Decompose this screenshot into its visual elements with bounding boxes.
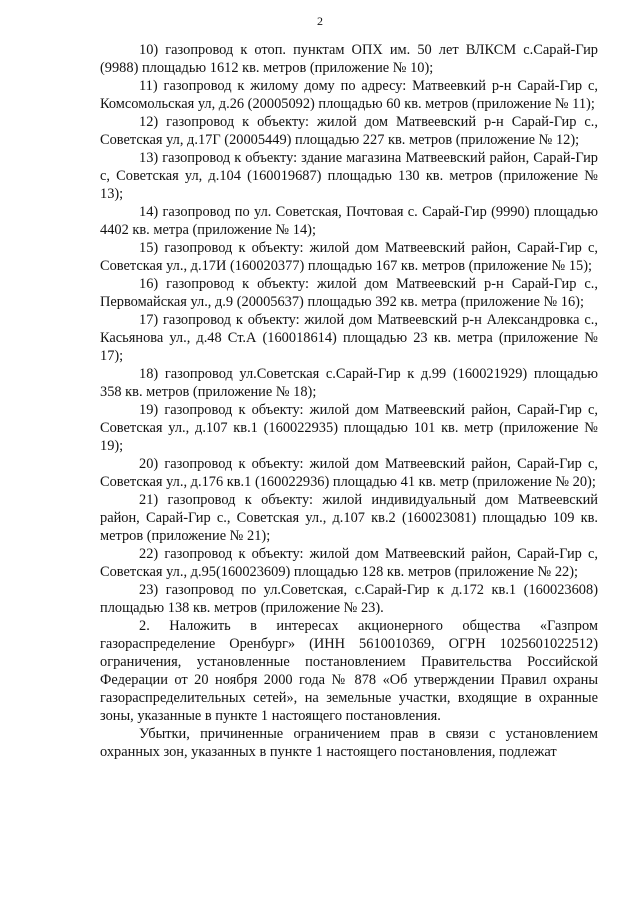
list-item-23: 23) газопровод по ул.Советская, с.Сарай-Гир к д.172 кв.1 (160023608) площадью 138 кв. метров (приложение № 23). bbox=[100, 582, 598, 616]
document-body bbox=[100, 41, 598, 761]
list-item-11: 11) газопровод к жилому дому по адресу: Матвеевкий р-н Сарай-Гир с, Комсомольская ул, д.26 (20005092) площадью 60 кв. метров (приложение № 11); bbox=[100, 78, 598, 112]
losses-paragraph: Убытки, причиненные ограничением прав в связи с установлением охранных зон, указанных в пункте 1 настоящего постановления, подлежат bbox=[100, 726, 598, 760]
list-item-14: 14) газопровод по ул. Советская, Почтовая с. Сарай-Гир (9990) площадью 4402 кв. метра (приложение № 14); bbox=[100, 204, 598, 238]
list-item-22: 22) газопровод к объекту: жилой дом Матвеевский район, Сарай-Гир с, Советская ул., д.95(160023609) площадью 128 кв. метров (приложение № 22); bbox=[100, 546, 598, 580]
list-item-21: 21) газопровод к объекту: жилой индивидуальный дом Матвеевский район, Сарай-Гир с., Советская ул., д.107 кв.2 (160023081) площадью 109 кв. метров (приложение № 21); bbox=[100, 492, 598, 544]
list-item-13: 13) газопровод к объекту: здание магазина Матвеевский район, Сарай-Гир с, Советская ул, д.104 (160019687) площадью 130 кв. метров (приложение № 13); bbox=[100, 150, 598, 202]
clause-2-paragraph: 2. Наложить в интересах акционерного общества «Газпром газораспределение Оренбург» (ИНН 5610010369, ОГРН 1025601022512) ограничения, установленные постановлением Правительства Российской Федерации от 20 ноября 2000 года № 878 «Об утверждении Правил охраны газораспределительных сетей», на земельные участки, входящие в охранные зоны, указанные в пункте 1 настоящего постановления. bbox=[100, 618, 598, 724]
list-item-15: 15) газопровод к объекту: жилой дом Матвеевский район, Сарай-Гир с, Советская ул., д.17И (160020377) площадью 167 кв. метров (приложение № 15); bbox=[100, 240, 598, 274]
page-number: 2 bbox=[317, 14, 323, 28]
list-item-16: 16) газопровод к объекту: жилой дом Матвеевский р-н Сарай-Гир с., Первомайская ул., д.9 (20005637) площадью 392 кв. метра (приложение № 16); bbox=[100, 276, 598, 310]
list-item-19: 19) газопровод к объекту: жилой дом Матвеевский район, Сарай-Гир с, Советская ул., д.107 кв.1 (160022935) площадью 101 кв. метр (приложение № 19); bbox=[100, 402, 598, 454]
list-item-12: 12) газопровод к объекту: жилой дом Матвеевский р-н Сарай-Гир с., Советская ул, д.17Г (20005449) площадью 227 кв. метров (приложение № 12); bbox=[100, 114, 598, 148]
list-item-17: 17) газопровод к объекту: жилой дом Матвеевский р-н Александровка с., Касьянова ул., д.48 Ст.А (160018614) площадью 23 кв. метра (приложение № 17); bbox=[100, 312, 598, 364]
list-item-10: 10) газопровод к отоп. пунктам ОПХ им. 50 лет ВЛКСМ с.Сарай-Гир (9988) площадью 1612 кв. метров (приложение № 10); bbox=[100, 42, 598, 76]
list-item-18: 18) газопровод ул.Советская с.Сарай-Гир к д.99 (160021929) площадью 358 кв. метров (приложение № 18); bbox=[100, 366, 598, 400]
list-item-20: 20) газопровод к объекту: жилой дом Матвеевский район, Сарай-Гир с, Советская ул., д.176 кв.1 (160022936) площадью 41 кв. метр (приложение № 20); bbox=[100, 456, 598, 490]
